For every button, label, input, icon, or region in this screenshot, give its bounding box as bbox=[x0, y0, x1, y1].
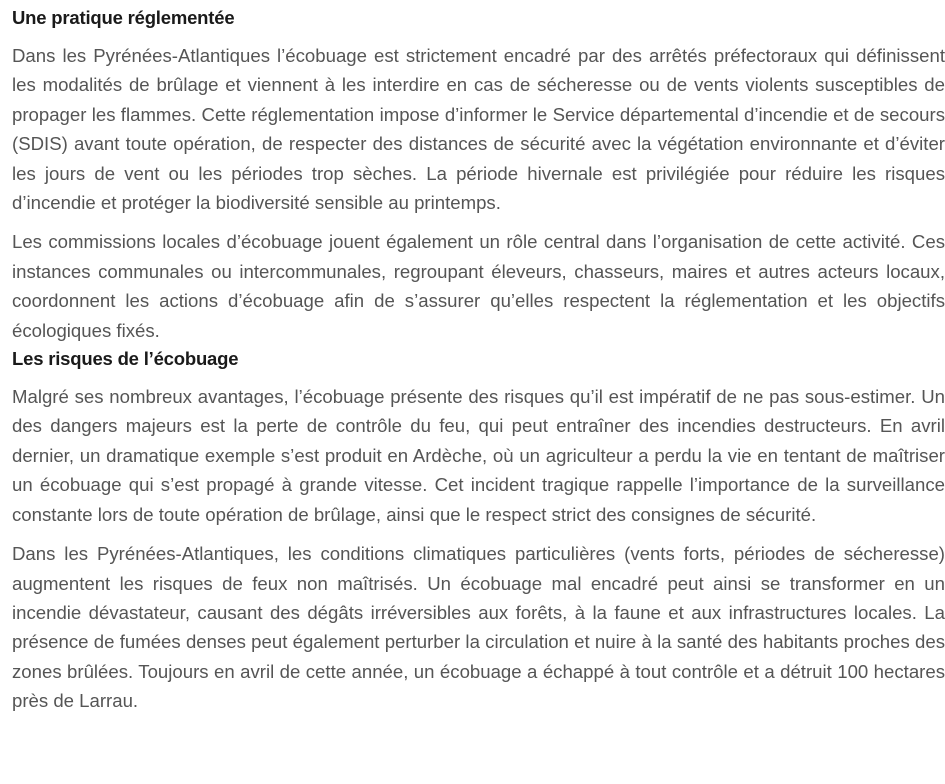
paragraph-risques-1: Malgré ses nombreux avantages, l’écobuage présente des risques qu’il est impératif de ne pas sous-estimer. Un des dangers majeurs est la perte de contrôle du feu, qui peut entraîner des incendies destructeurs. En avril dernier, un dramatique exemple s’est produit en Ardèche, où un agriculteur a perdu la vie en tentant de maîtriser un écobuage qui s’est propagé à grande vitesse. Cet incident tragique rappelle l’importance de la surveillance constante lors de toute opération de brûlage, ainsi que le respect strict des consignes de sécurité. bbox=[12, 386, 945, 525]
section-heading-risques: Les risques de l’écobuage bbox=[12, 348, 239, 370]
paragraph-reglementation-2: Les commissions locales d’écobuage jouent également un rôle central dans l’organisation de cette activité. Ces instances communales ou intercommunales, regroupant éleveurs, chasseurs, maires et autres acteurs locaux, coordonnent les actions d’écobuage afin de s’assurer qu’elles respectent la réglementation et les objectifs écologiques fixés. bbox=[12, 231, 945, 341]
section-heading-reglementation: Une pratique réglementée bbox=[12, 7, 235, 28]
article-body bbox=[12, 0, 945, 716]
paragraph-risques-2: Dans les Pyrénées-Atlantiques, les conditions climatiques particulières (vents forts, périodes de sécheresse) augmentent les risques de feux non maîtrisés. Un écobuage mal encadré peut ainsi se transformer en un incendie dévastateur, causant des dégâts irréversibles aux forêts, à la faune et aux infrastructures locales. La présence de fumées denses peut également perturber la circulation et nuire à la santé des habitants proches des zones brûlées. Toujours en avril de cette année, un écobuage a échappé à tout contrôle et a détruit 100 hectares près de Larrau. bbox=[12, 543, 945, 712]
paragraph-reglementation-1: Dans les Pyrénées-Atlantiques l’écobuage est strictement encadré par des arrêtés préfectoraux qui définissent les modalités de brûlage et viennent à les interdire en cas de sécheresse ou de vents violents susceptibles de propager les flammes. Cette réglementation impose d’informer le Service départemental d’incendie et de secours (SDIS) avant toute opération, de respecter des distances de sécurité avec la végétation environnante et d’éviter les jours de vent ou les périodes trop sèches. La période hivernale est privilégiée pour réduire les risques d’incendie et protéger la biodiversité sensible au printemps. bbox=[12, 45, 945, 214]
